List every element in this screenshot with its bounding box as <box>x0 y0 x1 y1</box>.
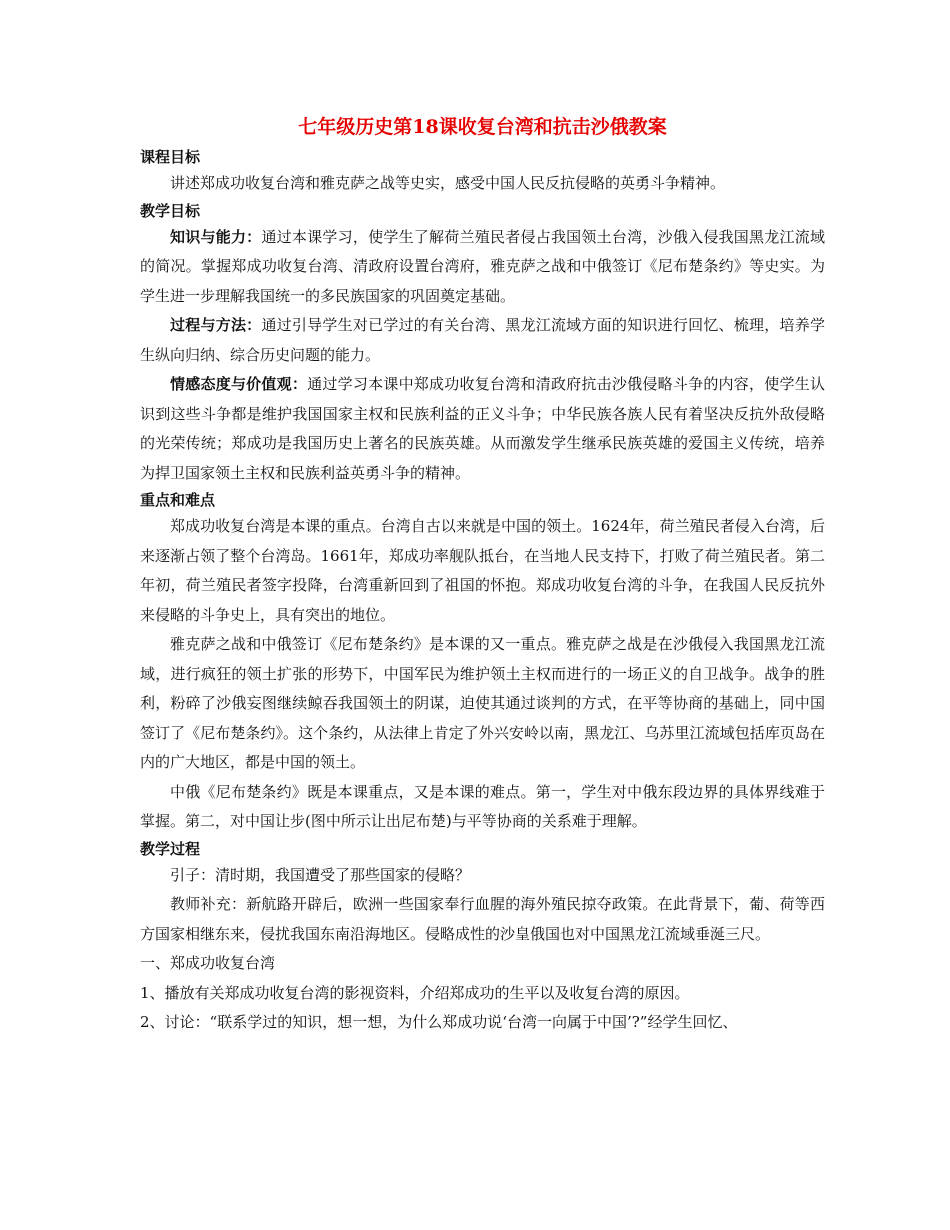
process-step-2: 2、讨论：“联系学过的知识，想一想，为什么郑成功说‘台湾一向属于中国’?”经学生回忆、 <box>140 1013 738 1031</box>
label-emotion: 情感态度与价值观： <box>170 375 308 393</box>
heading-course-goal: 课程目标 <box>140 148 201 166</box>
paragraph-process-method <box>140 311 825 370</box>
text-emotion: 通过学习本课中郑成功收复台湾和清政府抗击沙俄侵略斗争的内容，使学生认识到这些斗争都是维护我国国家主权和民族利益的正义斗争；中华民族各族人民有着坚决反抗外敌侵略的光荣传统；郑成功是我国历史上著名的民族英雄。从而激发学生继承民族英雄的爱国主义传统，培养为捍卫国家领土主权和民族利益英勇斗争的精神。 <box>140 375 825 482</box>
process-step-1: 1、播放有关郑成功收复台湾的影视资料，介绍郑成功的生平以及收复台湾的原因。 <box>140 983 690 1002</box>
text-knowledge: 通过本课学习，使学生了解荷兰殖民者侵占我国领土台湾，沙俄入侵我国黑龙江流域的简况。掌握郑成功收复台湾、清政府设置台湾府，雅克萨之战和中俄签订《尼布楚条约》等史实。为学生进一步理解我国统一的多民族国家的巩固奠定基础。 <box>140 227 825 305</box>
label-process-method: 过程与方法： <box>170 316 262 334</box>
key-points-paragraph-1: 郑成功收复台湾是本课的重点。台湾自古以来就是中国的领土。1624年，荷兰殖民者侵入台湾，后来逐渐占领了整个台湾岛。1661年，郑成功率舰队抵台，在当地人民支持下，打败了荷兰殖民者。第二年初，荷兰殖民者签字投降，台湾重新回到了祖国的怀抱。郑成功收复台湾的斗争，在我国人民反抗外来侵略的斗争史上，具有突出的地位。 <box>140 517 825 624</box>
heading-teaching-goal: 教学目标 <box>140 201 201 220</box>
text-process-method: 通过引导学生对已学过的有关台湾、黑龙江流域方面的知识进行回忆、梳理，培养学生纵向归纳、综合历史问题的能力。 <box>140 316 825 364</box>
document-title: 七年级历史第18课收复台湾和抗击沙俄教案 <box>298 116 667 138</box>
key-points-paragraph-2: 雅克萨之战和中俄签订《尼布楚条约》是本课的又一重点。雅克萨之战是在沙俄侵入我国黑龙江流域，进行疯狂的领土扩张的形势下，中国军民为维护领土主权而进行的一场正义的自卫战争。战争的胜利，粉碎了沙俄妄图继续鲸吞我国领土的阴谋，迫使其通过谈判的方式，在平等协商的基础上，同中国签订了《尼布楚条约》。这个条约，从法律上肯定了外兴安岭以南，黑龙江、乌苏里江流域包括库页岛在内的广大地区，都是中国的领土。 <box>140 635 825 771</box>
process-part-1-title: 一、郑成功收复台湾 <box>140 954 276 972</box>
heading-teaching-process: 教学过程 <box>140 839 201 858</box>
label-knowledge: 知识与能力： <box>170 227 262 246</box>
document-page <box>140 112 825 1038</box>
process-supplement: 教师补充：新航路开辟后，欧洲一些国家奉行血腥的海外殖民掠夺政策。在此背景下，葡、荷等西方国家相继东来，侵扰我国东南沿海地区。侵略成性的沙皇俄国也对中国黑龙江流域垂涎三尺。 <box>140 895 825 943</box>
paragraph-knowledge <box>140 223 825 312</box>
process-intro: 引子：清时期，我国遭受了那些国家的侵略？ <box>170 865 471 884</box>
paragraph-emotion <box>140 370 825 488</box>
heading-key-points: 重点和难点 <box>140 491 216 509</box>
key-points-paragraph-3: 中俄《尼布楚条约》既是本课重点，又是本课的难点。第一，学生对中俄东段边界的具体界线难于掌握。第二，对中国让步(图中所示让出尼布楚)与平等协商的关系难于理解。 <box>140 782 825 830</box>
course-goal-text: 讲述郑成功收复台湾和雅克萨之战等史实，感受中国人民反抗侵略的英勇斗争精神。 <box>170 174 726 192</box>
